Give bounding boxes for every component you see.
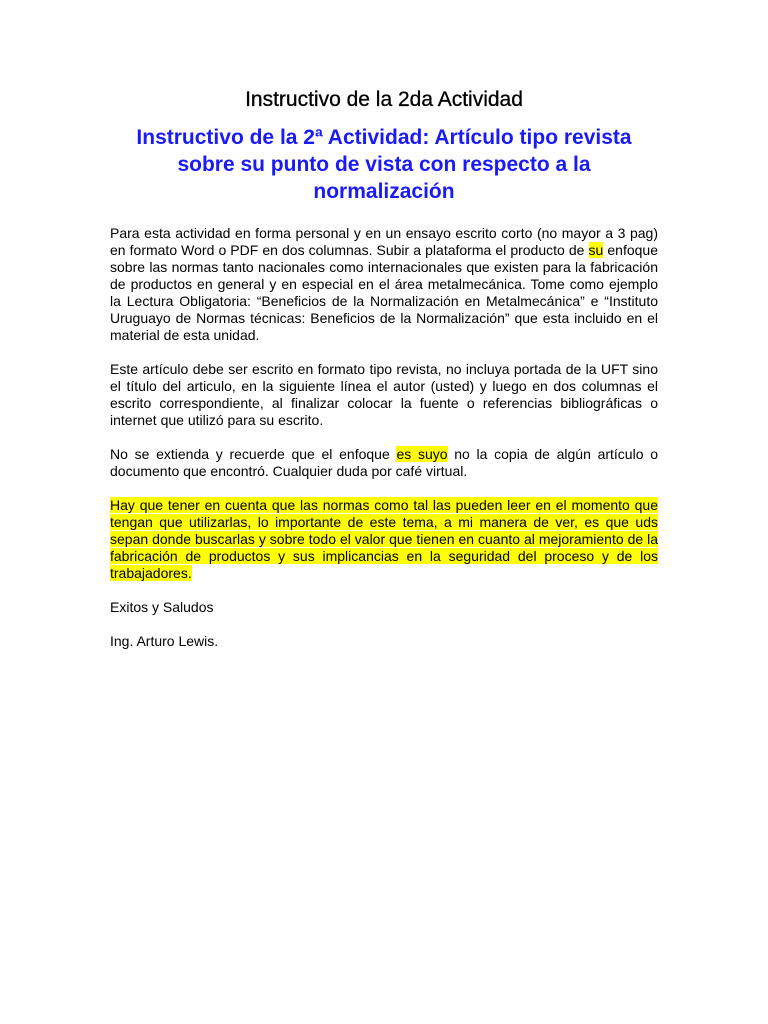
paragraph-text: No se extienda y recuerde que el enfoque bbox=[110, 446, 397, 462]
document-page bbox=[110, 86, 658, 650]
paragraph-instructions bbox=[110, 225, 658, 344]
highlighted-text: es suyo bbox=[396, 446, 448, 462]
paragraph-note bbox=[110, 497, 658, 582]
highlighted-text: su bbox=[588, 242, 604, 258]
highlighted-text: Hay que tener en cuenta que las normas como tal las pueden leer en el momento que tengan que utilizarlas, lo importante de este tema, a mi manera de ver, es que uds sepan donde buscarlas y sobre todo el valor que tienen en cuanto al mejoramiento de la fabricación de productos y sus implicancias en la seguridad del proceso y de los trabajadores. bbox=[110, 497, 658, 581]
paragraph-text: enfoque sobre las normas tanto nacionales como internacionales que existen para la fabricación de productos en general y en especial en el área metalmecánica. Tome como ejemplo la Lectura Obligatoria: “Beneficios de la Normalización en Metalmecánica” e “Instituto Uruguayo de Normas técnicas: Beneficios de la Normalización” que esta incluido en el material de esta unidad. bbox=[110, 242, 658, 343]
document-subtitle: Instructivo de la 2ª Actividad: Artículo tipo revista sobre su punto de vista con respecto a la normalización bbox=[136, 126, 632, 203]
paragraph-text: Para esta actividad en forma personal y en un ensayo escrito corto (no mayor a 3 pag) en formato Word o PDF en dos columnas. Subir a plataforma el producto de bbox=[110, 225, 658, 258]
document-title: Instructivo de la 2da Actividad bbox=[245, 88, 523, 111]
closing-greeting: Exitos y Saludos bbox=[110, 599, 214, 615]
signature: Ing. Arturo Lewis. bbox=[110, 633, 219, 649]
paragraph-format: Este artículo debe ser escrito en formato tipo revista, no incluya portada de la UFT sino el título del articulo, en la siguiente línea el autor (usted) y luego en dos columnas el escrito correspondiente, al finalizar colocar la fuente o referencias bibliográficas o internet que utilizó para su escrito. bbox=[110, 361, 658, 428]
paragraph-text: no la copia de algún artículo o documento que encontró. Cualquier duda por café virtual. bbox=[110, 446, 658, 479]
paragraph-reminder bbox=[110, 446, 658, 480]
